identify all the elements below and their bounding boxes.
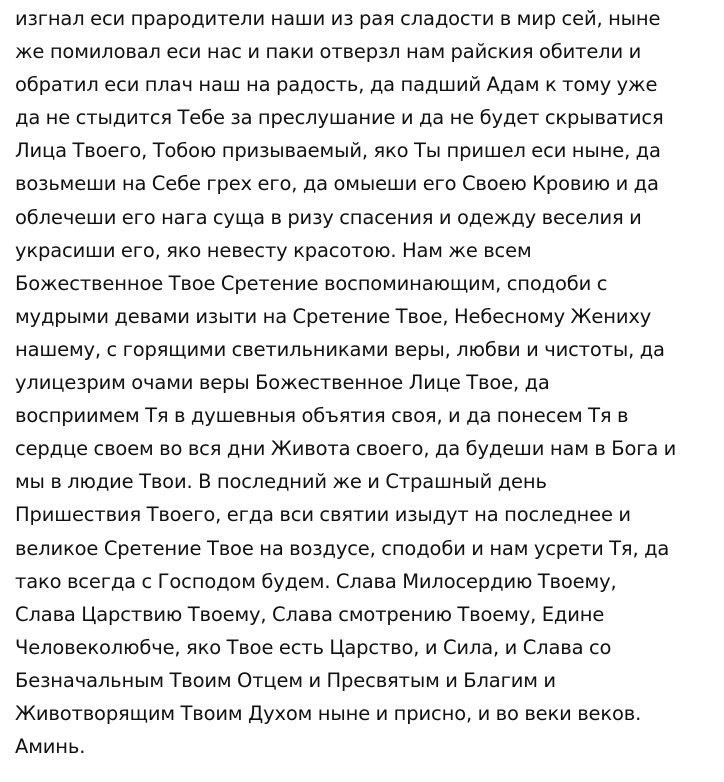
- text-line: Лица Твоего, Тобою призываемый, яко Ты пришел еси ныне, да: [15, 139, 661, 163]
- text-line: Животворящим Твоим Духом ныне и присно, и во веки веков.: [15, 701, 642, 725]
- text-line: Слава Царствию Твоему, Слава смотрению Твоему, Едине: [15, 602, 605, 626]
- text-line: Безначальным Твоим Отцем и Пресвятым и Благим и: [15, 668, 556, 692]
- text-line: нашему, с горящими светильниками веры, любви и чистоты, да: [15, 337, 665, 361]
- text-line: мудрыми девами изыти на Сретение Твое, Небесному Жениху: [15, 304, 652, 328]
- text-line: тако всегда с Господом будем. Слава Милосердию Твоему,: [15, 569, 617, 593]
- text-line: Человеколюбче, яко Твое есть Царство, и Сила, и Слава со: [15, 635, 612, 659]
- text-line: Аминь.: [15, 735, 86, 759]
- text-line: облечеши его нага суща в ризу спасения и одежду веселия и: [15, 205, 642, 229]
- text-line: обратил еси плач наш на радость, да падший Адам к тому уже: [15, 73, 658, 97]
- text-line: восприимем Тя в душевныя объятия своя, и да понесем Тя в: [15, 404, 629, 428]
- text-line: украсиши его, яко невесту красотою. Нам же всем: [15, 238, 532, 262]
- text-line: сердце своем во вся дни Живота своего, да будеши нам в Бога и: [15, 437, 677, 461]
- text-line: великое Сретение Твое на воздусе, сподоби и нам усрети Тя, да: [15, 536, 670, 560]
- text-line: мы в людие Твои. В последний же и Страшный день: [15, 470, 547, 494]
- text-line: же помиловал еси нас и паки отверзл нам райския обители и: [15, 40, 642, 64]
- text-line: изгнал еси прародители наши из рая сладости в мир сей, ныне: [15, 7, 661, 30]
- text-line: улицезрим очами веры Божественное Лице Твое, да: [15, 371, 550, 395]
- prayer-text: [15, 2, 720, 763]
- text-line: Пришествия Твоего, егда вси святии изыдут на последнее и: [15, 503, 631, 527]
- text-line: да не стыдится Тебе за преслушание и да не будет скрыватися: [15, 106, 664, 130]
- text-line: Божественное Твое Сретение воспоминающим, сподоби с: [15, 271, 608, 295]
- text-line: возьмеши на Себе грех его, да омыеши его Своею Кровию и да: [15, 172, 659, 196]
